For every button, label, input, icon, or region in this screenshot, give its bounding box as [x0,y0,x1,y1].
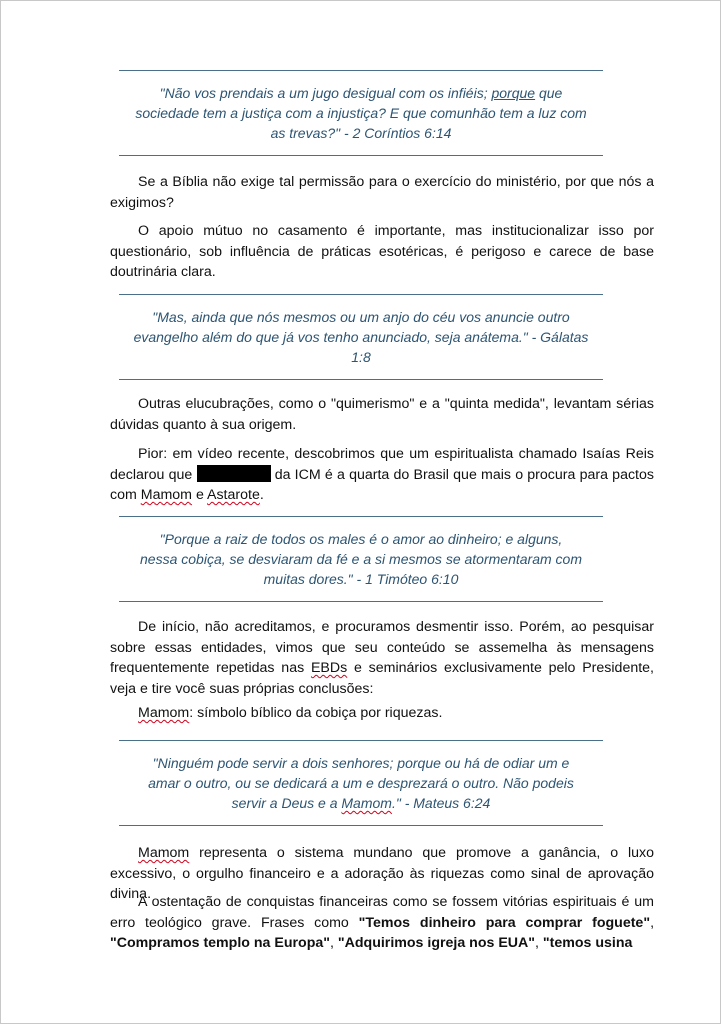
spellcheck-word: Mamom [341,795,392,811]
paragraph: Pior: em vídeo recente, descobrimos que um espiritualista chamado Isaías Reis declarou que da ICM é a quarta do Brasil que mais o procura para pactos com Mamom e Astarote. [110,446,654,503]
quote-line: 1:8 [351,349,371,365]
quote-line: evangelho além do que já vos tenho anunciado, seja anátema." - Gálatas [133,329,589,345]
scripture-quote [119,294,603,380]
paragraph: Mamom: símbolo bíblico da cobiça por riquezas. [138,705,443,721]
spellcheck-word: Mamom [138,845,190,861]
scripture-quote [119,740,603,826]
quote-line: sociedade tem a justiça com a injustiça? E que comunhão tem a luz com [135,105,587,121]
paragraph: Mamom representa o sistema mundano que promove a ganância, o luxo excessivo, o orgulho financeiro e a adoração às riquezas como sinal de aprovação divina. [110,845,654,902]
spellcheck-word: Mamom [138,705,190,721]
quote-line: as trevas?" - 2 Coríntios 6:14 [270,125,452,141]
paragraph: Outras elucubrações, como o "quimerismo" e a "quinta medida", levantam sérias dúvidas quanto à sua origem. [110,396,654,433]
paragraph: Se a Bíblia não exige tal permissão para o exercício do ministério, por que nós a exigimos? [110,174,654,211]
quote-line: "Porque a raiz de todos os males é o amor ao dinheiro; e alguns, [159,531,563,547]
quote-line: "Mas, ainda que nós mesmos ou um anjo do céu vos anuncie outro [152,309,570,325]
quote-line: "Não vos prendais a um jugo desigual com os infiéis; porque que [159,85,563,101]
scripture-quote [119,70,603,156]
paragraph: A ostentação de conquistas financeiras como se fossem vitórias espirituais é um erro teológico grave. Frases como "Temos dinheiro para comprar foguete", "Compramos templo na Europa", "Adquirimos igreja nos EUA", "temos usina [110,894,655,951]
quote-line: nessa cobiça, se desviaram da fé e a si mesmos se atormentaram com [140,551,582,567]
spellcheck-word: Mamom [140,487,192,503]
quote-line: muitas dores." - 1 Timóteo 6:10 [263,571,459,587]
spellcheck-word: Astarote [207,487,260,503]
paragraph: O apoio mútuo no casamento é importante, mas institucionalizar isso por questionário, sob influência de práticas esotéricas, é perigoso e carece de base doutrinária clara. [110,223,654,280]
quote-line: servir a Deus e a Mamom." - Mateus 6:24 [231,795,491,811]
quote-line: amar o outro, ou se dedicará a um e desprezará o outro. Não podeis [148,775,574,791]
scripture-quote [119,516,603,602]
redacted-block [197,465,271,482]
quote-line: "Ninguém pode servir a dois senhores; porque ou há de odiar um e [152,755,570,771]
quote-underlined-word: porque [491,85,536,101]
paragraph: De início, não acreditamos, e procuramos desmentir isso. Porém, ao pesquisar sobre essas entidades, vimos que seu conteúdo se assemelha às mensagens frequentemente repetidas nas EBDs e seminários exclusivamente pelo Presidente, veja e tire você suas próprias conclusões: [110,619,654,697]
spellcheck-word: EBDs [310,660,348,676]
